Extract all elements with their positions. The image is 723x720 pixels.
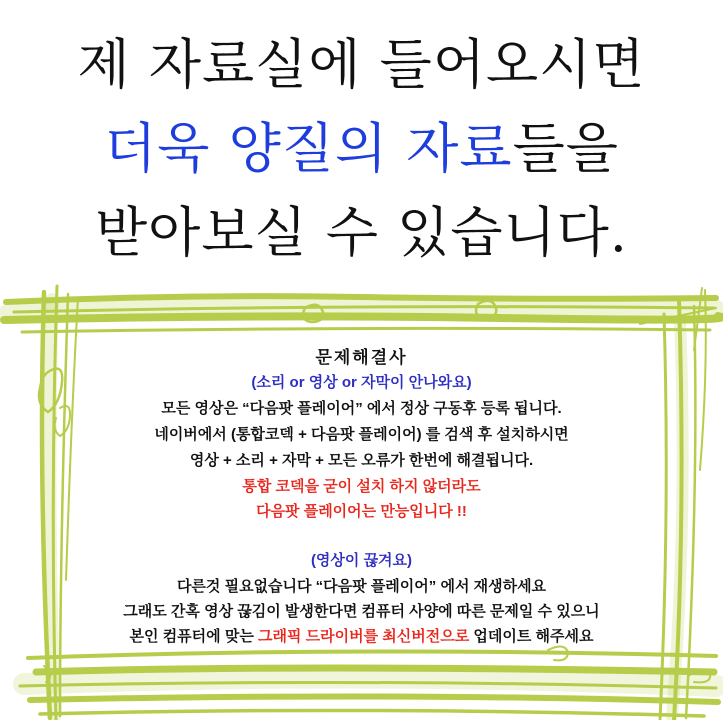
audio-section-subtitle: (소리 or 영상 or 자막이 안나와요) (251, 374, 472, 391)
headline-line-2-rest: 들을 (512, 117, 619, 180)
headline-line-2-highlight: 더욱 양질의 자료 (104, 117, 513, 180)
headline-line-1-text: 제 자료실에 들어오시면 (77, 33, 646, 96)
headline-line-3 (0, 190, 723, 267)
stutter-section-line-3 (0, 625, 723, 646)
stutter-section-subtitle: (영상이 끊겨요) (310, 552, 413, 569)
stutter-section-line-1: 다른것 필요없습니다 “다음팟 플레이어” 에서 재생하세요 (176, 578, 547, 595)
stutter-line-3-prefix: 본인 컴퓨터에 맞는 (129, 628, 258, 645)
stutter-section-line-2: 그래도 간혹 영상 끊김이 발생한다면 컴퓨터 사양에 따른 문제일 수 있으니 (123, 603, 600, 620)
stutter-line-3-suffix: 업데이트 해주세요 (469, 628, 594, 645)
headline-line-3-text: 받아보실 수 있습니다. (95, 201, 628, 264)
headline-line-1 (0, 22, 723, 99)
audio-section-warning-1: 통합 코덱을 굳이 설치 하지 않더라도 (242, 478, 481, 495)
audio-section-line-2: 네이버에서 (통합코덱 + 다음팟 플레이어) 를 검색 후 설치하시면 (154, 426, 569, 443)
audio-section-warning-2: 다음팟 플레이어는 만능입니다 !! (256, 503, 467, 520)
headline-line-2 (0, 106, 723, 183)
audio-section-line-3: 영상 + 소리 + 자막 + 모든 오류가 한번에 해결됩니다. (189, 452, 534, 469)
box-title: 문제해결사 (315, 348, 408, 367)
audio-section-line-1: 모든 영상은 “다음팟 플레이어” 에서 정상 구동후 등록 됩니다. (161, 400, 562, 417)
stutter-line-3-red: 그래픽 드라이버를 최신버전으로 (257, 628, 470, 645)
